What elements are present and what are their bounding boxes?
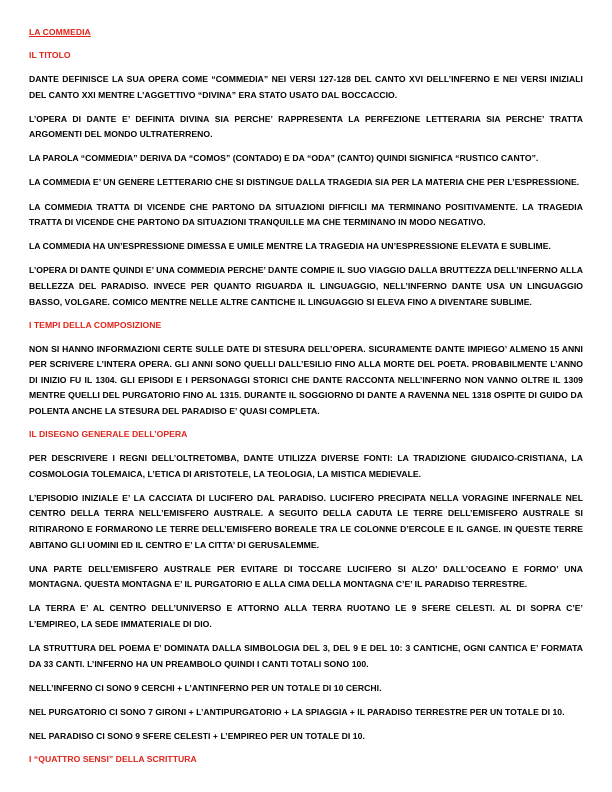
paragraph: NON SI HANNO INFORMAZIONI CERTE SULLE DATE DI STESURA DELL’OPERA. SICURAMENTE DANTE IMPIEGO’ ALMENO 15 ANNI PER SCRIVERE L’INTERA OPERA. GLI ANNI SONO QUELLI DALL’ESILIO FINO ALLA MORTE DEL POETA. PROBABILMENTE L’ANNO DI INIZIO FU IL 1304. GLI EPISODI E I PERSONAGGI STORICI CHE DANTE RACCONTA NELL’INFERNO NON VANNO OLTRE IL 1309 MENTRE QUELLI DEL PURGATORIO FINO AL 1315. DURANTE IL SOGGIORNO DI DANTE A RAVENNA NEL 1318 OSPITE DI GUIDO DA POLENTA ANCHE LA STESURA DEL PARADISO E’ QUASI COMPLETA. (29, 343, 583, 416)
paragraph: UNA PARTE DELL’EMISFERO AUSTRALE PER EVITARE DI TOCCARE LUCIFERO SI ALZO’ DALL’OCEANO E FORMO’ UNA MONTAGNA. QUESTA MONTAGNA E’ IL PURGATORIO E ALLA CIMA DELLA MONTAGNA C’E’ IL PARADISO TERRESTRE. (29, 563, 583, 590)
section-heading: I TEMPI DELLA COMPOSIZIONE (29, 319, 162, 330)
paragraph: L’OPERA DI DANTE E’ DEFINITA DIVINA SIA PERCHE’ RAPPRESENTA LA PERFEZIONE LETTERARIA SIA PERCHE’ TRATTA ARGOMENTI DEL MONDO ULTRATERRENO. (29, 113, 583, 140)
section-heading: IL TITOLO (29, 50, 71, 60)
paragraph: NEL PURGATORIO CI SONO 7 GIRONI + L’ANTIPURGATORIO + LA SPIAGGIA + IL PARADISO TERRESTRE PER UN TOTALE DI 10. (29, 706, 565, 717)
document-page (29, 26, 583, 776)
document-title: LA COMMEDIA (29, 27, 91, 37)
paragraph: NELL’INFERNO CI SONO 9 CERCHI + L’ANTINFERNO PER UN TOTALE DI 10 CERCHI. (29, 682, 382, 693)
section-tempi-composizione (29, 319, 583, 420)
paragraph: NEL PARADISO CI SONO 9 SFERE CELESTI + L’EMPIREO PER UN TOTALE DI 10. (29, 730, 365, 741)
paragraph: LA COMMEDIA E’ UN GENERE LETTERARIO CHE SI DISTINGUE DALLA TRAGEDIA SIA PER LA MATERIA CHE PER L’ESPRESSIONE. (29, 177, 580, 188)
section-quattro-sensi (29, 753, 583, 765)
section-heading: I “QUATTRO SENSI” DELLA SCRITTURA (29, 754, 197, 764)
paragraph: PER DESCRIVERE I REGNI DELL’OLTRETOMBA, DANTE UTILIZZA DIVERSE FONTI: LA TRADIZIONE GIUDAICO-CRISTIANA, LA COSMOLOGIA TOLEMAICA, L’ETICA DI ARISTOTELE, LA TEOLOGIA, LA MISTICA MEDIEVALE. (29, 453, 583, 479)
paragraph: LA COMMEDIA HA UN’ESPRESSIONE DIMESSA E UMILE MENTRE LA TRAGEDIA HA UN’ESPRESSIONE ELEVATA E SUBLIME. (29, 241, 551, 252)
section-heading: IL DISEGNO GENERALE DELL’OPERA (29, 429, 188, 440)
paragraph: L’EPISODIO INIZIALE E’ LA CACCIATA DI LUCIFERO DAL PARADISO. LUCIFERO PRECIPATA NELLA VORAGINE INFERNALE NEL CENTRO DELLA TERRA NELL’EMISFERO AUSTRALE. A SEGUITO DELLA CADUTA LE TERRE DELL’EMISFERO AUSTRALE SI RITIRARONO E FORMARONO LE TERRE DELL’EMISFERO BOREALE TRA LE COLONNE D’ERCOLE E IL GANGE. IN QUESTE TERRE ABITANO GLI UOMINI ED IL CENTRO E’ LA CITTA’ DI GERUSALEMME. (29, 492, 583, 550)
paragraph: L’OPERA DI DANTE QUINDI E’ UNA COMMEDIA PERCHE’ DANTE COMPIE IL SUO VIAGGIO DALLA BRUTTEZZA DELL’INFERNO ALLA BELLEZZA DEL PARADISO. INVECE PER QUANTO RIGUARDA IL LINGUAGGIO, NELL’INFERNO DANTE USA UN LINGUAGGIO BASSO, VOLGARE. COMICO MENTRE NELLE ALTRE CANTICHE IL LINGUAGGIO SI ELEVA FINO A DIVENTARE SUBLIME. (29, 265, 583, 307)
section-titolo (29, 49, 583, 310)
paragraph: LA PAROLA “COMMEDIA” DERIVA DA “COMOS” (CONTADO) E DA “ODA” (CANTO) QUINDI SIGNIFICA “RUSTICO CANTO”. (29, 153, 539, 164)
paragraph: DANTE DEFINISCE LA SUA OPERA COME “COMMEDIA” NEI VERSI 127-128 DEL CANTO XVI DELL’INFERNO E NEI VERSI INIZIALI DEL CANTO XXI MENTRE L’AGGETTIVO “DIVINA” ERA STATO USATO DAL BOCCACCIO. (29, 74, 583, 100)
paragraph: LA COMMEDIA TRATTA DI VICENDE CHE PARTONO DA SITUAZIONI DIFFICILI MA TERMINANO POSITIVAMENTE. LA TRAGEDIA TRATTA DI VICENDE CHE PARTONO DA SITUAZIONI TRANQUILLE MA CHE TERMINANO IN MODO NEGATIVO. (29, 201, 583, 228)
section-disegno-generale (29, 428, 583, 744)
paragraph: LA STRUTTURA DEL POEMA E’ DOMINATA DALLA SIMBOLOGIA DEL 3, DEL 9 E DEL 10: 3 CANTICHE, OGNI CANTICA E’ FORMATA DA 33 CANTI. L’INFERNO HA UN PREAMBOLO QUINDI I CANTI TOTALI SONO 100. (29, 643, 583, 669)
paragraph: LA TERRA E’ AL CENTRO DELL’UNIVERSO E ATTORNO ALLA TERRA RUOTANO LE 9 SFERE CELESTI. AL DI SOPRA C’E’ L’EMPIREO, LA SEDE IMMATERIALE DI DIO. (29, 603, 583, 629)
